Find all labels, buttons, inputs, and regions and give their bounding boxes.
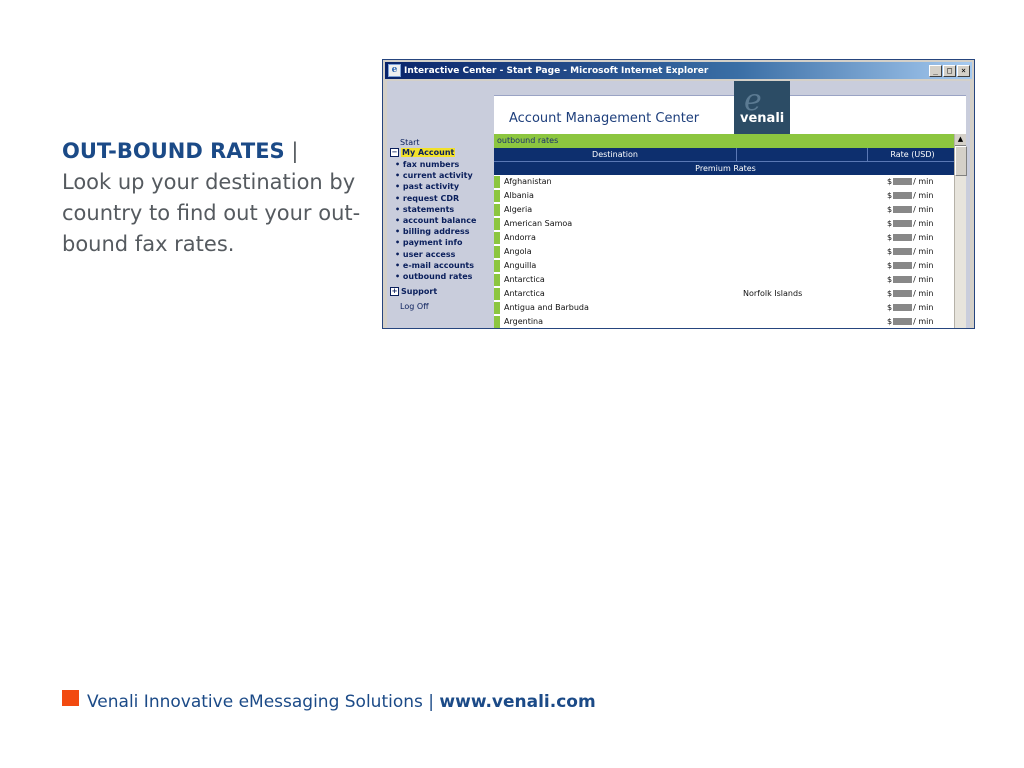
panel-title: outbound rates (494, 134, 957, 148)
rate-suffix: / min (913, 275, 934, 284)
redacted-rate (893, 276, 912, 283)
window-controls (929, 65, 970, 77)
rate-suffix: / min (913, 261, 934, 270)
destination-name: Argentina (504, 317, 544, 326)
destination-region: Norfolk Islands (743, 289, 803, 298)
sidebar-item-payment-info[interactable]: • payment info (395, 238, 463, 248)
destination-name: Afghanistan (504, 177, 552, 186)
expand-icon[interactable]: + (391, 287, 398, 295)
redacted-rate (893, 248, 912, 255)
table-row[interactable] (494, 287, 957, 301)
redacted-rate (893, 234, 912, 241)
table-row[interactable] (494, 273, 957, 287)
rates-panel (494, 134, 957, 328)
row-marker (494, 302, 500, 314)
sidebar-item-fax-numbers[interactable]: • fax numbers (395, 160, 460, 169)
support-label: Support (401, 287, 438, 296)
destination-name: Antarctica (504, 275, 545, 284)
footer-separator: | (422, 692, 440, 712)
scroll-thumb[interactable] (955, 146, 967, 176)
redacted-rate (893, 220, 912, 227)
redacted-rate (893, 178, 912, 185)
rate-cell (887, 175, 933, 189)
row-marker (494, 260, 500, 272)
rate-suffix: / min (913, 247, 934, 256)
rate-suffix: / min (913, 191, 934, 200)
footer-url[interactable]: www.venali.com (439, 692, 596, 712)
vertical-scrollbar[interactable] (954, 134, 966, 328)
redacted-rate (893, 262, 912, 269)
rate-prefix: $ (887, 177, 893, 186)
destination-name: Andorra (504, 233, 536, 242)
browser-titlebar (385, 62, 972, 79)
rate-cell (887, 245, 933, 259)
rates-table-body (494, 175, 957, 329)
table-header (494, 148, 957, 161)
sidebar-item-account-balance[interactable]: • account balance (395, 215, 477, 225)
rate-prefix: $ (887, 303, 893, 312)
redacted-rate (893, 290, 912, 297)
row-marker (494, 316, 500, 328)
table-row[interactable] (494, 315, 957, 329)
rate-cell (887, 259, 933, 273)
sidebar-item-outbound-rates[interactable]: • outbound rates (395, 271, 473, 281)
page-title: Account Management Center (509, 111, 700, 126)
row-marker (494, 288, 500, 300)
sidebar-item-email-accounts[interactable]: • e-mail accounts (395, 260, 475, 270)
table-row[interactable] (494, 189, 957, 203)
scroll-up-icon[interactable]: ▲ (955, 134, 966, 146)
table-row[interactable] (494, 217, 957, 231)
row-marker (494, 274, 500, 286)
rate-suffix: / min (913, 233, 934, 242)
ie-icon: e (388, 64, 401, 77)
destination-name: American Samoa (504, 219, 573, 228)
rate-cell (887, 231, 933, 245)
rate-prefix: $ (887, 233, 893, 242)
table-row[interactable] (494, 175, 957, 189)
redacted-rate (893, 318, 912, 325)
browser-title: Interactive Center - Start Page - Microsoft Internet Explorer (404, 65, 709, 76)
rate-suffix: / min (913, 289, 934, 298)
column-destination[interactable]: Destination (494, 148, 737, 161)
rate-suffix: / min (913, 177, 934, 186)
redacted-rate (893, 206, 912, 213)
rate-prefix: $ (887, 247, 893, 256)
rate-cell (887, 273, 933, 287)
rate-suffix: / min (913, 303, 934, 312)
rate-cell (887, 217, 933, 231)
row-marker (494, 246, 500, 258)
table-row[interactable] (494, 231, 957, 245)
rate-cell (887, 189, 933, 203)
row-marker (494, 232, 500, 244)
sidebar-item-past-activity[interactable]: • past activity (395, 182, 460, 192)
logo-text: venali (740, 111, 785, 126)
rate-prefix: $ (887, 261, 893, 270)
slide-heading (62, 136, 362, 260)
redacted-rate (893, 192, 912, 199)
footer-square-icon (62, 690, 79, 706)
footer-company: Venali Innovative eMessaging Solutions (87, 692, 423, 712)
logo-swirl: e (744, 83, 762, 118)
rate-cell (887, 287, 933, 301)
destination-name: Antarctica (504, 289, 545, 298)
redacted-rate (893, 304, 912, 311)
table-row[interactable] (494, 203, 957, 217)
sidebar-item-support[interactable] (390, 287, 437, 296)
browser-window (382, 59, 975, 329)
sidebar-item-statements[interactable]: • statements (395, 204, 455, 214)
heading-separator: | (284, 139, 299, 163)
rate-suffix: / min (913, 219, 934, 228)
rate-cell (887, 301, 933, 315)
column-blank (737, 148, 868, 161)
sidebar-item-request-cdr[interactable]: • request CDR (395, 193, 460, 203)
rate-suffix: / min (913, 205, 934, 214)
slide-footer (62, 690, 596, 713)
my-account-submenu (395, 159, 476, 282)
row-marker (494, 190, 500, 202)
sidebar-item-user-access[interactable]: • user access (395, 249, 456, 259)
rate-prefix: $ (887, 289, 893, 298)
rate-suffix: / min (913, 317, 934, 326)
rate-prefix: $ (887, 219, 893, 228)
table-row[interactable] (494, 245, 957, 259)
sidebar-item-log-off[interactable]: Log Off (400, 302, 429, 311)
rate-cell (887, 203, 933, 217)
page-content (387, 81, 970, 328)
table-row[interactable] (494, 259, 957, 273)
venali-logo (734, 81, 790, 135)
rate-prefix: $ (887, 205, 893, 214)
close-icon[interactable]: × (957, 65, 970, 77)
heading-highlight: OUT-BOUND RATES (62, 139, 285, 163)
sidebar-item-start[interactable]: Start (400, 138, 420, 147)
destination-name: Angola (504, 247, 532, 256)
rate-prefix: $ (887, 191, 893, 200)
sidebar-item-my-account[interactable] (390, 148, 455, 157)
rate-prefix: $ (887, 275, 893, 284)
destination-name: Antigua and Barbuda (504, 303, 589, 312)
column-rate[interactable]: Rate (USD) (890, 150, 935, 159)
footer-text (87, 691, 596, 713)
collapse-icon[interactable]: − (391, 148, 398, 156)
sidebar-nav (387, 136, 491, 328)
maximize-icon[interactable]: □ (943, 65, 956, 77)
table-row[interactable] (494, 301, 957, 315)
sidebar-item-billing-address[interactable]: • billing address (395, 227, 470, 237)
rate-prefix: $ (887, 317, 893, 326)
rate-cell (887, 315, 933, 329)
sidebar-item-current-activity[interactable]: • current activity (395, 171, 473, 181)
destination-name: Albania (504, 191, 534, 200)
row-marker (494, 218, 500, 230)
row-marker (494, 176, 500, 188)
destination-name: Algeria (504, 205, 533, 214)
minimize-icon[interactable]: _ (929, 65, 942, 77)
section-header: Premium Rates (494, 161, 957, 175)
destination-name: Anguilla (504, 261, 537, 270)
heading-body: Look up your destination by country to find out your out-bound fax rates. (62, 170, 361, 256)
my-account-label: My Account (402, 148, 455, 157)
row-marker (494, 204, 500, 216)
